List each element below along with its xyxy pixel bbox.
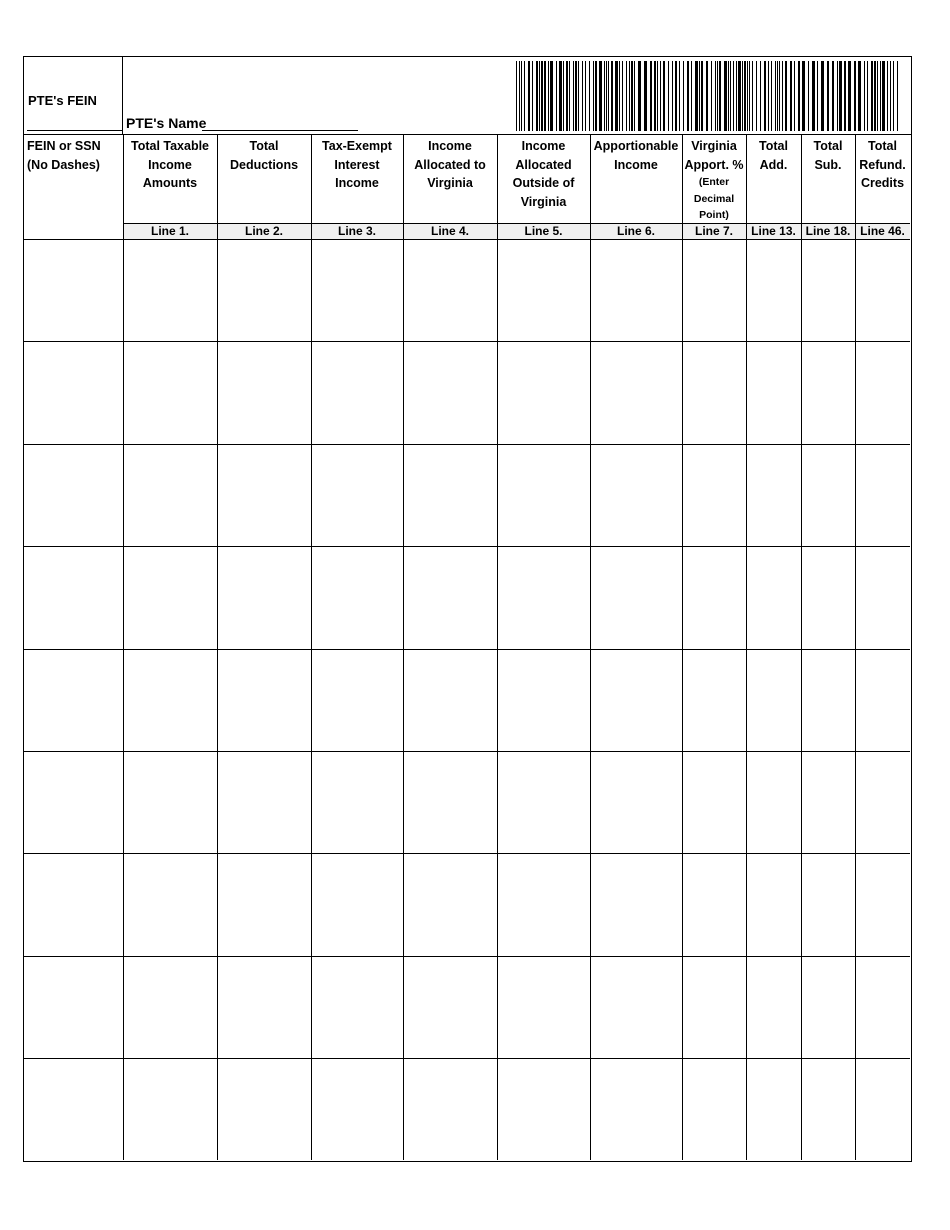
barcode-bar: [897, 61, 898, 131]
column-divider: [682, 135, 683, 1160]
barcode-bar: [785, 61, 787, 131]
column-header-text: Apportionable: [593, 139, 679, 153]
table-cell-total_add[interactable]: [746, 546, 801, 648]
barcode-bar: [663, 61, 665, 131]
barcode-bar: [854, 61, 856, 131]
table-cell-tax_exempt_interest[interactable]: [311, 751, 403, 853]
barcode-bar: [711, 61, 712, 131]
table-cell-apportionable_income[interactable]: [590, 956, 682, 1058]
table-cell-income_allocated_va[interactable]: [403, 956, 497, 1058]
barcode-bar: [675, 61, 677, 131]
column-header-text: Total: [759, 139, 788, 153]
table-cell-va_apport_pct[interactable]: [682, 853, 746, 955]
barcode-bar: [683, 61, 684, 131]
label-band-top-line: [123, 223, 910, 224]
table-cell-tax_exempt_interest[interactable]: [311, 1058, 403, 1160]
barcode-bar: [733, 61, 734, 131]
barcode-bar: [858, 61, 861, 131]
table-cell-total_sub[interactable]: [801, 956, 855, 1058]
column-header-tax_exempt_interest: [311, 137, 403, 193]
column-divider: [403, 135, 404, 1160]
barcode-bar: [573, 61, 574, 131]
barcode-bar: [524, 61, 525, 131]
barcode-bar: [650, 61, 652, 131]
barcode-bar: [544, 61, 546, 131]
barcode-bar: [808, 61, 809, 131]
barcode-bar: [742, 61, 743, 131]
line-ref-income_allocated_va: Line 4.: [430, 224, 469, 238]
table-cell-total_refund_credits[interactable]: [855, 649, 910, 751]
table-cell-total_taxable_income[interactable]: [123, 649, 217, 751]
barcode-bar: [771, 61, 772, 131]
barcode-bar: [563, 61, 564, 131]
barcode-bar: [578, 61, 579, 131]
table-cell-fein[interactable]: [24, 341, 123, 443]
barcode-bar: [629, 61, 630, 131]
barcode-bar: [611, 61, 613, 131]
column-header-text: Income: [335, 176, 379, 190]
form-header-band: [24, 57, 911, 135]
row-divider: [24, 853, 910, 854]
barcode-bar: [728, 61, 729, 131]
table-cell-income_allocated_va[interactable]: [403, 853, 497, 955]
table-cell-apportionable_income[interactable]: [590, 444, 682, 546]
barcode-bar: [752, 61, 753, 131]
table-cell-income_allocated_outside[interactable]: [497, 239, 590, 341]
table-cell-total_taxable_income[interactable]: [123, 853, 217, 955]
table-cell-apportionable_income[interactable]: [590, 751, 682, 853]
table-cell-fein[interactable]: [24, 956, 123, 1058]
table-cell-total_refund_credits[interactable]: [855, 751, 910, 853]
table-cell-total_taxable_income[interactable]: [123, 341, 217, 443]
schedule-form: [23, 56, 912, 1162]
barcode-bar: [768, 61, 769, 131]
column-header-text: Total: [249, 139, 279, 153]
column-header-text: Virginia: [520, 194, 567, 209]
column-header-va_apport_pct: [682, 137, 746, 224]
column-header-income_allocated_va: [403, 137, 497, 193]
table-cell-total_taxable_income[interactable]: [123, 956, 217, 1058]
barcode-bar: [747, 61, 748, 131]
barcode-bar: [887, 61, 888, 131]
table-cell-income_allocated_outside[interactable]: [497, 546, 590, 648]
table-cell-income_allocated_va[interactable]: [403, 1058, 497, 1160]
line-ref-va_apport_pct: Line 7.: [694, 224, 733, 238]
column-header-text: Add.: [759, 157, 788, 172]
barcode-bar: [821, 61, 824, 131]
table-cell-total_deductions[interactable]: [217, 546, 311, 648]
table-cell-tax_exempt_interest[interactable]: [311, 956, 403, 1058]
barcode-bar: [864, 61, 865, 131]
barcode-bar: [657, 61, 658, 131]
barcode-bar: [541, 61, 543, 131]
column-divider: [855, 135, 856, 1160]
table-cell-total_sub[interactable]: [801, 1058, 855, 1160]
barcode-image: [516, 61, 902, 131]
table-cell-income_allocated_va[interactable]: [403, 239, 497, 341]
barcode-bar: [790, 61, 792, 131]
table-cell-fein[interactable]: [24, 853, 123, 955]
column-header-text: Apport. %: [684, 157, 744, 172]
column-header-apportionable_income: [590, 137, 682, 174]
table-cell-income_allocated_outside[interactable]: [497, 751, 590, 853]
barcode-bar: [631, 61, 633, 131]
barcode-bar: [589, 61, 590, 131]
barcode-bar: [890, 61, 891, 131]
barcode-bar: [871, 61, 873, 131]
table-cell-total_add[interactable]: [746, 853, 801, 955]
barcode-bar: [615, 61, 618, 131]
barcode-bar: [701, 61, 703, 131]
barcode-bar: [575, 61, 577, 131]
table-cell-apportionable_income[interactable]: [590, 1058, 682, 1160]
line-ref-total_taxable_income: Line 1.: [150, 224, 189, 238]
table-cell-total_taxable_income[interactable]: [123, 239, 217, 341]
table-cell-fein[interactable]: [24, 239, 123, 341]
column-divider: [590, 135, 591, 1160]
column-divider: [746, 135, 747, 1160]
table-cell-total_refund_credits[interactable]: [855, 956, 910, 1058]
column-header-text: Income: [614, 157, 658, 172]
barcode-bar: [679, 61, 680, 131]
column-divider: [123, 135, 124, 1160]
barcode-bar: [595, 61, 597, 131]
pte-fein-box: [24, 57, 123, 134]
barcode-bar: [566, 61, 568, 131]
table-cell-total_deductions[interactable]: [217, 853, 311, 955]
table-cell-apportionable_income[interactable]: [590, 649, 682, 751]
column-header-note: (Enter: [698, 176, 730, 188]
barcode-bar: [660, 61, 661, 131]
barcode-bar: [516, 61, 517, 131]
barcode-bar: [738, 61, 741, 131]
barcode-bar: [687, 61, 689, 131]
table-cell-total_deductions[interactable]: [217, 751, 311, 853]
table-cell-total_add[interactable]: [746, 649, 801, 751]
column-header-text: (No Dashes): [27, 157, 100, 172]
table-cell-va_apport_pct[interactable]: [682, 1058, 746, 1160]
barcode-bar: [867, 61, 868, 131]
barcode-bar: [548, 61, 549, 131]
barcode-bar: [764, 61, 766, 131]
barcode-bar: [550, 61, 553, 131]
table-cell-income_allocated_va[interactable]: [403, 751, 497, 853]
line-ref-total_sub: Line 18.: [805, 224, 851, 238]
table-cell-income_allocated_outside[interactable]: [497, 649, 590, 751]
column-divider: [217, 135, 218, 1160]
column-header-text: Sub.: [814, 157, 842, 172]
barcode-bar: [528, 61, 530, 131]
line-ref-tax_exempt_interest: Line 3.: [337, 224, 376, 238]
barcode-bar: [730, 61, 731, 131]
barcode-bar: [760, 61, 761, 131]
table-cell-total_sub[interactable]: [801, 546, 855, 648]
table-cell-va_apport_pct[interactable]: [682, 546, 746, 648]
barcode-bar: [719, 61, 721, 131]
table-cell-total_refund_credits[interactable]: [855, 239, 910, 341]
entry-table: [24, 135, 910, 1160]
barcode-bar: [749, 61, 750, 131]
pte-name-input-line[interactable]: [202, 130, 358, 131]
table-cell-total_deductions[interactable]: [217, 341, 311, 443]
column-header-text: Income: [428, 139, 472, 153]
barcode-bar: [832, 61, 834, 131]
barcode-bar: [893, 61, 894, 131]
barcode-bar: [536, 61, 538, 131]
barcode-bar: [559, 61, 562, 131]
barcode-bar: [724, 61, 727, 131]
column-header-note: Decimal: [693, 192, 735, 205]
pte-name-label: PTE's Name: [126, 115, 207, 131]
column-header-total_taxable_income: [123, 137, 217, 193]
barcode-bar: [569, 61, 570, 131]
table-cell-apportionable_income[interactable]: [590, 546, 682, 648]
table-cell-total_sub[interactable]: [801, 649, 855, 751]
barcode-bar: [622, 61, 623, 131]
barcode-bar: [672, 61, 673, 131]
barcode-bar: [880, 61, 881, 131]
barcode-bar: [844, 61, 846, 131]
barcode-bar: [519, 61, 520, 131]
barcode-bar: [706, 61, 708, 131]
table-cell-total_deductions[interactable]: [217, 649, 311, 751]
table-cell-total_taxable_income[interactable]: [123, 1058, 217, 1160]
pte-fein-label: PTE's FEIN: [28, 93, 97, 108]
table-cell-total_deductions[interactable]: [217, 956, 311, 1058]
barcode-bar: [817, 61, 818, 131]
table-cell-total_deductions[interactable]: [217, 1058, 311, 1160]
line-ref-income_allocated_outside: Line 5.: [524, 224, 563, 238]
barcode-bar: [848, 61, 851, 131]
barcode-bar: [779, 61, 780, 131]
table-cell-apportionable_income[interactable]: [590, 853, 682, 955]
barcode-bar: [521, 61, 522, 131]
barcode-bar: [744, 61, 746, 131]
barcode-bar: [668, 61, 669, 131]
row-divider: [24, 546, 910, 547]
table-cell-total_taxable_income[interactable]: [123, 751, 217, 853]
barcode-bar: [837, 61, 838, 131]
table-cell-fein[interactable]: [24, 751, 123, 853]
column-header-income_allocated_outside: [497, 137, 590, 211]
column-header-text: FEIN or SSN: [27, 139, 101, 153]
barcode-bar: [812, 61, 815, 131]
column-header-text: Outside of: [512, 176, 575, 190]
column-header-total_add: [746, 137, 801, 174]
table-cell-income_allocated_outside[interactable]: [497, 444, 590, 546]
column-divider: [801, 135, 802, 1160]
table-cell-income_allocated_outside[interactable]: [497, 956, 590, 1058]
table-cell-va_apport_pct[interactable]: [682, 239, 746, 341]
table-cell-total_refund_credits[interactable]: [855, 1058, 910, 1160]
barcode-bar: [582, 61, 583, 131]
table-cell-tax_exempt_interest[interactable]: [311, 649, 403, 751]
table-cell-tax_exempt_interest[interactable]: [311, 239, 403, 341]
barcode-bar: [802, 61, 805, 131]
row-divider: [24, 649, 910, 650]
barcode-bar: [604, 61, 605, 131]
table-cell-total_add[interactable]: [746, 239, 801, 341]
barcode-bar: [644, 61, 647, 131]
column-header-text: Allocated: [515, 157, 572, 172]
line-ref-total_refund_credits: Line 46.: [860, 224, 905, 238]
barcode-bar: [634, 61, 635, 131]
table-cell-fein[interactable]: [24, 1058, 123, 1160]
barcode-bar: [717, 61, 718, 131]
barcode-bar: [539, 61, 540, 131]
table-cell-va_apport_pct[interactable]: [682, 649, 746, 751]
barcode-bar: [782, 61, 783, 131]
column-header-text: Total Taxable: [130, 139, 210, 153]
row-divider: [24, 1058, 910, 1059]
column-header-text: Credits: [860, 176, 905, 190]
table-cell-va_apport_pct[interactable]: [682, 751, 746, 853]
column-header-fein: [24, 137, 126, 174]
table-cell-total_refund_credits[interactable]: [855, 444, 910, 546]
barcode-bar: [794, 61, 795, 131]
row-divider: [24, 444, 910, 445]
table-cell-va_apport_pct[interactable]: [682, 956, 746, 1058]
barcode-bar: [619, 61, 620, 131]
table-cell-income_allocated_va[interactable]: [403, 341, 497, 443]
table-cell-total_sub[interactable]: [801, 751, 855, 853]
barcode-bar: [608, 61, 609, 131]
table-cell-fein[interactable]: [24, 649, 123, 751]
table-cell-income_allocated_outside[interactable]: [497, 853, 590, 955]
column-header-text: Total: [813, 139, 843, 153]
table-cell-income_allocated_outside[interactable]: [497, 341, 590, 443]
table-cell-total_refund_credits[interactable]: [855, 853, 910, 955]
table-cell-tax_exempt_interest[interactable]: [311, 546, 403, 648]
column-header-text: Allocated to: [414, 157, 486, 172]
barcode-bar: [882, 61, 885, 131]
column-header-total_refund_credits: [855, 137, 910, 193]
line-ref-apportionable_income: Line 6.: [616, 224, 655, 238]
barcode-bar: [695, 61, 698, 131]
table-cell-income_allocated_outside[interactable]: [497, 1058, 590, 1160]
column-header-total_deductions: [217, 137, 311, 174]
table-cell-total_sub[interactable]: [801, 341, 855, 443]
barcode-bar: [874, 61, 876, 131]
table-cell-total_add[interactable]: [746, 751, 801, 853]
row-divider: [24, 751, 910, 752]
barcode-bar: [691, 61, 692, 131]
table-cell-total_sub[interactable]: [801, 444, 855, 546]
barcode-bar: [798, 61, 800, 131]
barcode-bar: [756, 61, 757, 131]
barcode-bar: [599, 61, 602, 131]
table-cell-tax_exempt_interest[interactable]: [311, 444, 403, 546]
barcode-bar: [532, 61, 533, 131]
table-cell-tax_exempt_interest[interactable]: [311, 853, 403, 955]
barcode-bar: [839, 61, 842, 131]
column-header-text: Income: [521, 139, 566, 153]
table-cell-income_allocated_va[interactable]: [403, 546, 497, 648]
table-cell-fein[interactable]: [24, 546, 123, 648]
barcode-bar: [585, 61, 586, 131]
column-header-note: Point): [699, 209, 729, 221]
barcode-bar: [626, 61, 627, 131]
column-header-text: Total: [868, 139, 897, 153]
table-cell-va_apport_pct[interactable]: [682, 444, 746, 546]
barcode-bar: [736, 61, 737, 131]
barcode-bar: [593, 61, 594, 131]
column-header-text: Virginia: [427, 176, 473, 190]
row-divider: [24, 956, 910, 957]
table-cell-income_allocated_va[interactable]: [403, 444, 497, 546]
table-cell-total_taxable_income[interactable]: [123, 444, 217, 546]
table-cell-total_refund_credits[interactable]: [855, 341, 910, 443]
table-cell-va_apport_pct[interactable]: [682, 341, 746, 443]
column-divider: [497, 135, 498, 1160]
column-header-text: Amounts: [142, 176, 198, 190]
barcode-bar: [638, 61, 641, 131]
column-header-text: Deductions: [229, 157, 299, 172]
table-cell-total_add[interactable]: [746, 444, 801, 546]
row-divider: [24, 341, 910, 342]
table-cell-total_sub[interactable]: [801, 853, 855, 955]
table-cell-total_add[interactable]: [746, 1058, 801, 1160]
table-cell-fein[interactable]: [24, 444, 123, 546]
line-ref-total_add: Line 13.: [751, 224, 796, 238]
column-header-text: Income: [148, 157, 192, 172]
column-header-text: Refund.: [859, 157, 906, 172]
barcode-bar: [606, 61, 607, 131]
table-cell-tax_exempt_interest[interactable]: [311, 341, 403, 443]
pte-fein-input-line[interactable]: [27, 130, 122, 131]
column-header-text: Virginia: [691, 139, 737, 153]
table-cell-income_allocated_va[interactable]: [403, 649, 497, 751]
barcode-bar: [556, 61, 557, 131]
barcode-bar: [715, 61, 716, 131]
table-cell-apportionable_income[interactable]: [590, 239, 682, 341]
column-header-text: Tax-Exempt: [322, 139, 392, 153]
row-divider: [24, 239, 910, 240]
table-cell-total_add[interactable]: [746, 341, 801, 443]
table-cell-total_taxable_income[interactable]: [123, 546, 217, 648]
table-cell-total_deductions[interactable]: [217, 444, 311, 546]
barcode-bar: [654, 61, 656, 131]
table-cell-apportionable_income[interactable]: [590, 341, 682, 443]
barcode-bar: [777, 61, 778, 131]
column-divider: [311, 135, 312, 1160]
table-cell-total_add[interactable]: [746, 956, 801, 1058]
barcode-bar: [877, 61, 878, 131]
barcode-bar: [775, 61, 776, 131]
barcode-bar: [699, 61, 700, 131]
table-cell-total_refund_credits[interactable]: [855, 546, 910, 648]
column-header-total_sub: [801, 137, 855, 174]
barcode-bar: [827, 61, 829, 131]
line-ref-total_deductions: Line 2.: [244, 224, 283, 238]
table-cell-total_deductions[interactable]: [217, 239, 311, 341]
column-header-text: Interest: [334, 157, 380, 172]
table-cell-total_sub[interactable]: [801, 239, 855, 341]
